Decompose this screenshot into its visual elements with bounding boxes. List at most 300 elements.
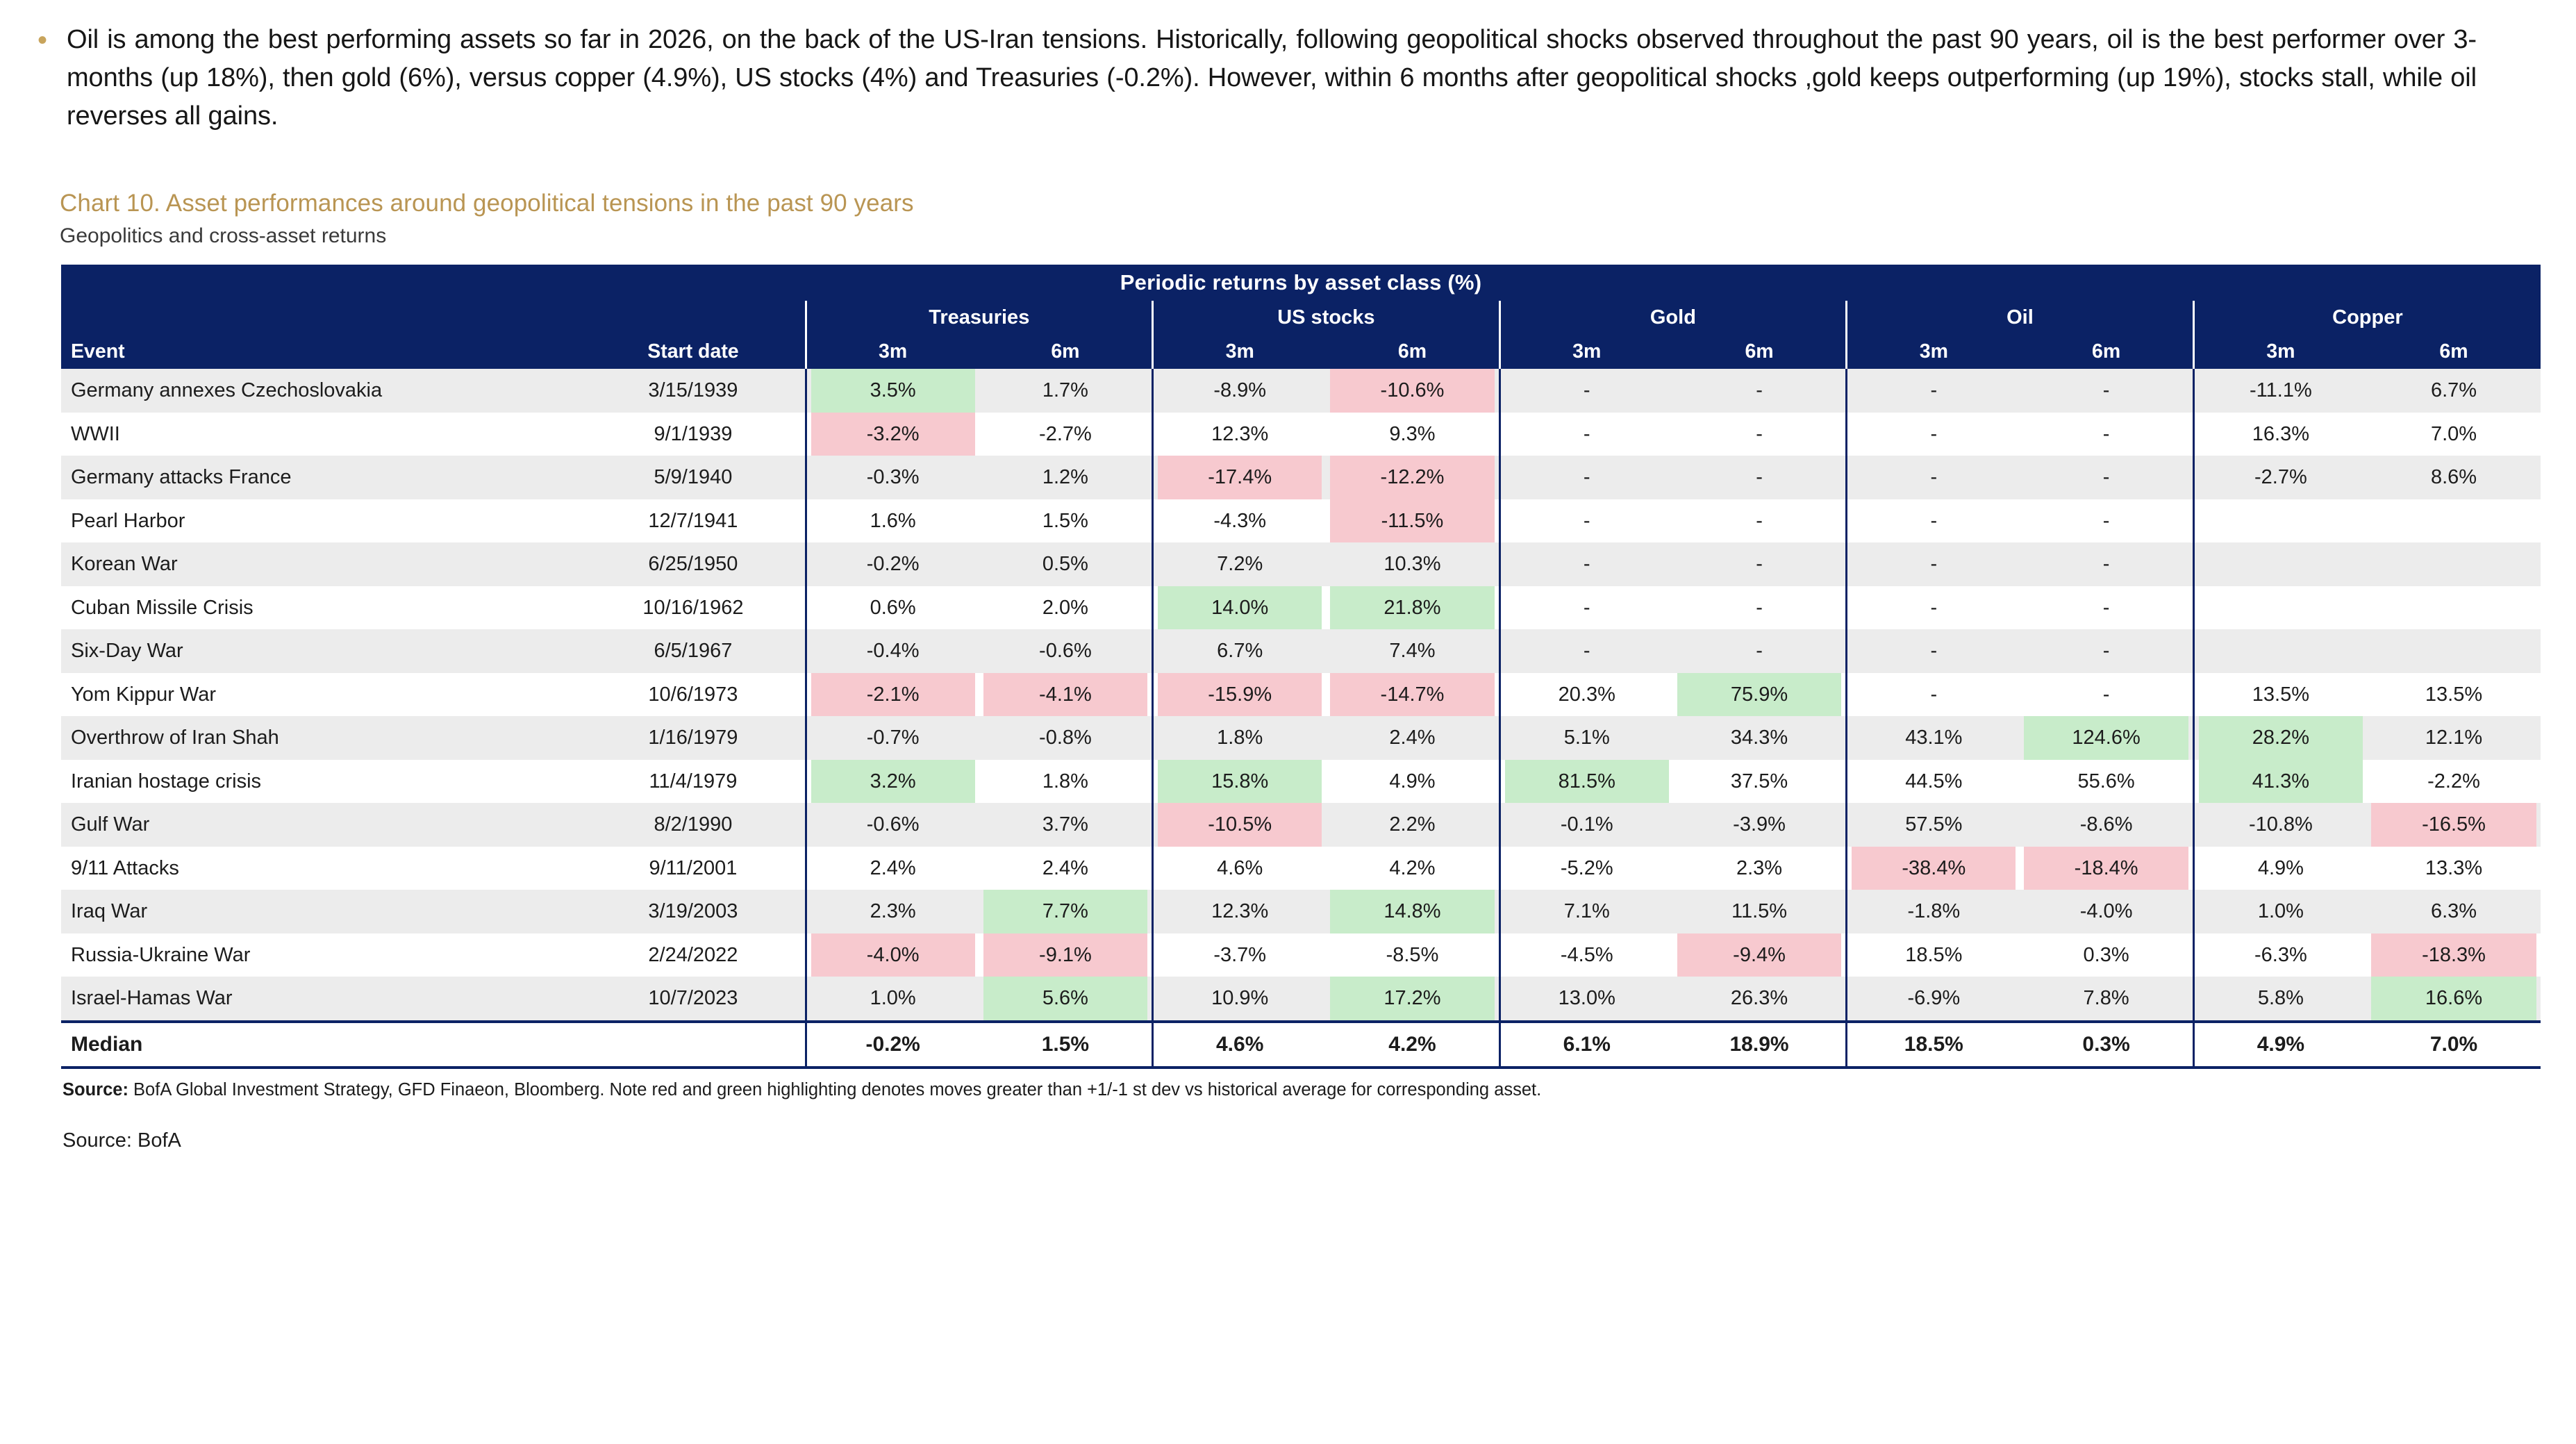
cell-start-date: 12/7/1941	[648, 509, 738, 532]
cell-value	[2193, 456, 2367, 499]
col-header-copper-3m: 3m	[2193, 334, 2367, 369]
cell-value	[1673, 629, 1847, 673]
cell-value-box	[2371, 499, 2536, 543]
cell-value-box: -	[1930, 509, 1938, 532]
sub-header-row	[61, 334, 2541, 369]
cell-value-box: -2.2%	[2427, 770, 2480, 792]
cell-value-box: 7.4%	[1389, 640, 1436, 663]
banner-title: Periodic returns by asset class (%)	[61, 265, 2541, 301]
median-value: -0.2%	[806, 1022, 979, 1068]
cell-value	[1499, 369, 1673, 413]
cell-value	[2193, 413, 2367, 456]
cell-event: Iraq War	[61, 890, 581, 933]
cell-value-box: 57.5%	[1905, 813, 1963, 836]
cell-value-box: 1.6%	[870, 509, 916, 532]
cell-value-box: 3.5%	[811, 369, 975, 413]
cell-value	[1499, 716, 1673, 760]
cell-value-box: -	[1583, 640, 1590, 663]
cell-value	[2367, 499, 2541, 543]
cell-value-box: -	[1583, 509, 1590, 532]
cell-start-date: 6/5/1967	[581, 629, 806, 673]
cell-value	[2367, 716, 2541, 760]
cell-start-date: 11/4/1979	[649, 770, 738, 792]
cell-start-date: 10/6/1973	[648, 683, 738, 706]
cell-value	[1153, 456, 1327, 499]
cell-value-box: 6.7%	[1217, 640, 1263, 663]
cell-value	[1499, 413, 1673, 456]
chart-title: Chart 10. Asset performances around geopolitical tensions in the past 90 years	[60, 190, 914, 217]
cell-value	[1673, 933, 1847, 977]
cell-value	[1847, 847, 2020, 890]
table-row	[61, 847, 2541, 890]
cell-value-box: -2.7%	[2254, 466, 2307, 489]
cell-value-box: -	[1756, 379, 1763, 402]
cell-value	[2020, 803, 2193, 847]
cell-value-box: -	[2102, 596, 2110, 619]
cell-value-box: 7.1%	[1563, 900, 1610, 923]
cell-value-box: 2.3%	[870, 900, 916, 923]
cell-value	[2367, 586, 2541, 630]
cell-value	[806, 933, 979, 977]
cell-value	[806, 803, 979, 847]
cell-value	[2193, 369, 2367, 413]
cell-value	[2367, 803, 2541, 847]
cell-value-box: -0.6%	[866, 813, 920, 836]
group-header-copper: Copper	[2193, 301, 2541, 334]
cell-value	[1326, 499, 1499, 543]
group-header-treasuries: Treasuries	[806, 301, 1153, 334]
cell-value-box: 5.6%	[983, 977, 1147, 1020]
cell-start-date: 10/16/1962	[642, 596, 744, 619]
bullet-paragraph	[38, 21, 2544, 135]
bullet-text: Oil is among the best performing assets so far in 2026, on the back of the US-Iran tensions. Historically, following geopolitical shocks observed throughout the past 90 years, oil is the best performer over 3-months (up 18%), then gold (6%), versus copper (4.9%), US stocks (4%) and Treasuries (-0.2%). However, within 6 months after geopolitical shocks ,gold keeps outperforming (up 19%), stocks stall, while oil reverses all gains.	[67, 25, 2477, 131]
cell-value-box: -	[1756, 596, 1763, 619]
cell-value	[1153, 933, 1327, 977]
cell-value	[1153, 413, 1327, 456]
cell-value	[806, 716, 979, 760]
cell-value	[2193, 629, 2367, 673]
cell-value	[1153, 977, 1327, 1022]
cell-event: WWII	[71, 422, 120, 445]
cell-event: Germany attacks France	[61, 456, 581, 499]
cell-value-box: -0.2%	[866, 553, 920, 576]
cell-value	[1847, 499, 2020, 543]
cell-value-box: 16.3%	[2252, 422, 2309, 445]
cell-value	[1673, 673, 1847, 717]
table-row	[61, 673, 2541, 717]
cell-value	[2020, 977, 2193, 1022]
cell-value	[1673, 456, 1847, 499]
cell-value	[1847, 890, 2020, 933]
cell-value	[2020, 673, 2193, 717]
cell-value	[1847, 933, 2020, 977]
chart-subtitle: Geopolitics and cross-asset returns	[60, 224, 387, 248]
cell-value-box: 4.9%	[2257, 856, 2304, 879]
cell-value	[1499, 977, 1673, 1022]
cell-start-date: 3/19/2003	[581, 890, 806, 933]
cell-value-box: -9.4%	[1677, 933, 1841, 977]
cell-value-box: 13.0%	[1558, 987, 1615, 1010]
cell-value-box: 4.2%	[1389, 856, 1436, 879]
cell-value	[1847, 629, 2020, 673]
cell-value	[1499, 586, 1673, 630]
cell-value	[2367, 673, 2541, 717]
cell-value-box: -	[1930, 422, 1938, 445]
cell-value	[1499, 456, 1673, 499]
cell-value-box: -14.7%	[1330, 673, 1494, 717]
cell-value-box: -17.4%	[1158, 456, 1322, 499]
cell-event: Pearl Harbor	[71, 509, 185, 532]
cell-value-box: -8.5%	[1386, 943, 1439, 966]
table-row	[61, 369, 2541, 413]
cell-value-box: 4.9%	[1389, 770, 1436, 792]
cell-start-date: 8/2/1990	[581, 803, 806, 847]
cell-value	[1326, 413, 1499, 456]
cell-value	[1847, 803, 2020, 847]
median-label: Median	[61, 1022, 581, 1068]
cell-value-box: 124.6%	[2024, 716, 2188, 760]
cell-start-date: 9/11/2001	[649, 856, 738, 879]
source-note-text: BofA Global Investment Strategy, GFD Finaeon, Bloomberg. Note red and green highlighting denotes moves greater than +1/-1 st dev vs historical average for corresponding asset.	[128, 1079, 1542, 1099]
col-header-start-date: Start date	[581, 334, 806, 369]
source-note-label: Source:	[63, 1079, 128, 1099]
cell-value-box: -0.4%	[866, 640, 920, 663]
table-row	[61, 933, 2541, 977]
cell-value-box: 2.4%	[1389, 727, 1436, 749]
cell-event: Korean War	[61, 542, 581, 586]
cell-value-box: 12.3%	[1211, 422, 1269, 445]
col-header-gold-3m: 3m	[1499, 334, 1673, 369]
cell-value	[1153, 629, 1327, 673]
cell-value-box: 7.2%	[1217, 553, 1263, 576]
cell-value-box: 1.0%	[870, 987, 916, 1010]
cell-value-box: -5.2%	[1560, 856, 1613, 879]
cell-value	[2020, 456, 2193, 499]
cell-value-box	[2371, 629, 2536, 673]
cell-event: 9/11 Attacks	[71, 856, 179, 879]
cell-value-box: -4.0%	[2079, 900, 2133, 923]
cell-start-date: 10/7/2023	[581, 977, 806, 1022]
cell-value	[979, 760, 1153, 804]
col-header-event: Event	[61, 334, 581, 369]
cell-value	[979, 890, 1153, 933]
cell-value-box	[2371, 586, 2536, 630]
cell-event: Gulf War	[61, 803, 581, 847]
group-header-gold: Gold	[1499, 301, 1847, 334]
cell-value	[979, 673, 1153, 717]
cell-value	[2020, 413, 2193, 456]
cell-value-box: -	[1756, 553, 1763, 576]
source-bofa: Source: BofA	[63, 1129, 181, 1152]
cell-value-box: -0.7%	[866, 727, 920, 749]
cell-value	[2367, 847, 2541, 890]
cell-value	[2367, 369, 2541, 413]
cell-value	[1499, 499, 1673, 543]
cell-value-box: 7.0%	[2430, 422, 2477, 445]
cell-value-box: -	[1756, 640, 1763, 663]
cell-value-box: 1.8%	[1042, 770, 1088, 792]
cell-value	[2367, 456, 2541, 499]
cell-value-box: -3.9%	[1733, 813, 1786, 836]
cell-value-box: -	[1583, 553, 1590, 576]
cell-value	[2193, 803, 2367, 847]
cell-value	[1673, 369, 1847, 413]
cell-event: Yom Kippur War	[71, 683, 216, 706]
cell-value-box: 14.0%	[1158, 586, 1322, 630]
cell-value-box: 41.3%	[2199, 760, 2363, 804]
cell-value	[1153, 760, 1327, 804]
bullet-marker-icon: •	[38, 25, 48, 56]
cell-value-box: -10.8%	[2248, 813, 2313, 836]
cell-value	[1326, 890, 1499, 933]
cell-value	[806, 847, 979, 890]
cell-value-box: 5.1%	[1563, 727, 1610, 749]
cell-value-box: -	[2102, 509, 2110, 532]
cell-value	[979, 456, 1153, 499]
cell-event: Six-Day War	[61, 629, 581, 673]
cell-value	[1153, 586, 1327, 630]
cell-value-box: -	[2102, 422, 2110, 445]
cell-value	[2020, 847, 2193, 890]
cell-value-box: 3.7%	[1042, 813, 1088, 836]
cell-event: Iranian hostage crisis	[71, 770, 262, 792]
cell-value	[806, 673, 979, 717]
cell-value	[2020, 629, 2193, 673]
cell-value	[2193, 847, 2367, 890]
cell-value-box: 18.5%	[1905, 943, 1963, 966]
table-row	[61, 499, 2541, 543]
cell-value-box: 15.8%	[1158, 760, 1322, 804]
median-value: 18.5%	[1847, 1022, 2020, 1068]
cell-value	[806, 760, 979, 804]
cell-value-box: 55.6%	[2077, 770, 2135, 792]
cell-value-box: 7.7%	[983, 890, 1147, 933]
source-note	[63, 1080, 2493, 1100]
cell-value-box: -	[1583, 596, 1590, 619]
cell-value-box: 1.2%	[1042, 466, 1088, 489]
cell-value-box: 2.0%	[1042, 596, 1088, 619]
cell-value-box: 8.6%	[2430, 466, 2477, 489]
cell-value-box: -18.4%	[2024, 847, 2188, 890]
cell-value	[979, 716, 1153, 760]
group-header-us-stocks: US stocks	[1153, 301, 1500, 334]
cell-value	[1153, 369, 1327, 413]
cell-value	[1153, 542, 1327, 586]
cell-value-box: 4.6%	[1217, 856, 1263, 879]
cell-value-box: -8.6%	[2079, 813, 2133, 836]
cell-value	[979, 977, 1153, 1022]
cell-value	[1847, 586, 2020, 630]
cell-value-box: 12.3%	[1211, 900, 1269, 923]
cell-value-box	[2199, 499, 2363, 543]
cell-value-box: 3.2%	[811, 760, 975, 804]
cell-value	[1326, 847, 1499, 890]
cell-value-box: 26.3%	[1730, 987, 1788, 1010]
cell-value-box: 21.8%	[1330, 586, 1494, 630]
cell-value	[2193, 890, 2367, 933]
cell-event: Cuban Missile Crisis	[71, 596, 254, 619]
cell-start-date: 2/24/2022	[648, 943, 738, 966]
cell-value-box: -	[1930, 640, 1938, 663]
cell-value	[1326, 586, 1499, 630]
cell-value	[806, 456, 979, 499]
col-header-usstocks-6m: 6m	[1326, 334, 1499, 369]
cell-value	[1326, 369, 1499, 413]
cell-value	[979, 542, 1153, 586]
cell-value	[979, 369, 1153, 413]
cell-value-box: 6.7%	[2430, 379, 2477, 402]
cell-value	[1847, 542, 2020, 586]
col-header-usstocks-3m: 3m	[1153, 334, 1327, 369]
cell-value	[1326, 716, 1499, 760]
cell-value-box: -	[1930, 379, 1938, 402]
median-value: 18.9%	[1673, 1022, 1847, 1068]
cell-value	[2193, 542, 2367, 586]
cell-value	[806, 413, 979, 456]
table-row	[61, 890, 2541, 933]
cell-value-box: 0.3%	[2083, 943, 2129, 966]
cell-value	[1847, 673, 2020, 717]
cell-value	[806, 977, 979, 1022]
cell-value	[2367, 933, 2541, 977]
cell-value-box: 2.4%	[870, 856, 916, 879]
cell-value-box: 75.9%	[1677, 673, 1841, 717]
table-row	[61, 760, 2541, 804]
cell-value-box: -	[1930, 596, 1938, 619]
table-row	[61, 413, 2541, 456]
cell-event: Russia-Ukraine War	[71, 943, 251, 966]
cell-value	[979, 803, 1153, 847]
cell-value	[1326, 456, 1499, 499]
cell-start-date: 9/1/1939	[654, 422, 733, 445]
cell-value-box: 16.6%	[2371, 977, 2536, 1020]
median-date	[581, 1022, 806, 1068]
cell-value-box	[2199, 629, 2363, 673]
cell-value-box: -4.5%	[1560, 943, 1613, 966]
median-value: 4.9%	[2193, 1022, 2367, 1068]
cell-value-box: -	[1583, 466, 1590, 489]
cell-value	[1673, 716, 1847, 760]
cell-value-box	[2199, 542, 2363, 586]
cell-value-box: 44.5%	[1905, 770, 1963, 792]
cell-value	[2193, 760, 2367, 804]
cell-value	[2193, 716, 2367, 760]
cell-value	[1326, 803, 1499, 847]
median-value: 7.0%	[2367, 1022, 2541, 1068]
cell-event: Germany annexes Czechoslovakia	[61, 369, 581, 413]
cell-value-box: -0.8%	[1039, 727, 1092, 749]
cell-value	[1673, 847, 1847, 890]
col-header-oil-6m: 6m	[2020, 334, 2193, 369]
cell-value-box: -8.9%	[1213, 379, 1267, 402]
cell-value-box: 13.5%	[2425, 683, 2483, 706]
cell-value	[1673, 413, 1847, 456]
cell-value	[1326, 673, 1499, 717]
median-value: 4.2%	[1326, 1022, 1499, 1068]
cell-value	[1499, 542, 1673, 586]
cell-value	[979, 847, 1153, 890]
cell-value	[2367, 977, 2541, 1022]
cell-value-box: -	[1756, 422, 1763, 445]
cell-value-box: 10.9%	[1211, 987, 1269, 1010]
cell-value	[2020, 760, 2193, 804]
cell-value-box: -11.5%	[1330, 499, 1494, 543]
cell-value	[1153, 847, 1327, 890]
cell-value-box: 37.5%	[1730, 770, 1788, 792]
cell-value	[806, 542, 979, 586]
cell-value	[806, 499, 979, 543]
table-row	[61, 542, 2541, 586]
cell-value-box: 43.1%	[1905, 727, 1963, 749]
cell-start-date: 1/16/1979	[581, 716, 806, 760]
table-row	[61, 456, 2541, 499]
cell-value-box: -9.1%	[983, 933, 1147, 977]
cell-value	[1499, 629, 1673, 673]
cell-value	[1673, 542, 1847, 586]
cell-value-box: -	[1756, 466, 1763, 489]
median-value: 1.5%	[979, 1022, 1153, 1068]
cell-value-box: -0.6%	[1039, 640, 1092, 663]
cell-value	[1847, 369, 2020, 413]
cell-value	[2367, 542, 2541, 586]
cell-value	[1673, 760, 1847, 804]
cell-value	[1499, 847, 1673, 890]
cell-value	[1326, 977, 1499, 1022]
col-header-copper-6m: 6m	[2367, 334, 2541, 369]
cell-value	[979, 413, 1153, 456]
cell-value-box: 6.3%	[2430, 900, 2477, 923]
cell-value	[806, 629, 979, 673]
cell-value	[979, 629, 1153, 673]
cell-value-box: -1.8%	[1907, 900, 1961, 923]
cell-value	[1673, 586, 1847, 630]
cell-value	[1847, 456, 2020, 499]
cell-value-box: 5.8%	[2257, 987, 2304, 1010]
cell-value-box: -38.4%	[1852, 847, 2016, 890]
cell-value	[1326, 629, 1499, 673]
cell-value-box: 0.6%	[870, 596, 916, 619]
cell-value-box: 1.7%	[1042, 379, 1088, 402]
cell-value-box: 12.1%	[2425, 727, 2483, 749]
cell-value-box: -10.5%	[1158, 803, 1322, 847]
cell-value-box: 1.0%	[2257, 900, 2304, 923]
cell-value-box: -	[1756, 509, 1763, 532]
cell-value	[1326, 542, 1499, 586]
cell-value	[2367, 890, 2541, 933]
cell-value	[2367, 413, 2541, 456]
banner-row	[61, 265, 2541, 301]
cell-value	[1673, 890, 1847, 933]
table-row	[61, 586, 2541, 630]
cell-value	[1326, 760, 1499, 804]
col-header-gold-6m: 6m	[1673, 334, 1847, 369]
cell-start-date: 6/25/1950	[581, 542, 806, 586]
cell-value	[2020, 890, 2193, 933]
cell-value-box: 2.2%	[1389, 813, 1436, 836]
table-row	[61, 716, 2541, 760]
cell-start-date: 3/15/1939	[581, 369, 806, 413]
cell-value-box: -4.3%	[1213, 509, 1267, 532]
cell-value	[979, 586, 1153, 630]
cell-value	[1153, 803, 1327, 847]
performance-table	[61, 265, 2541, 1069]
cell-value-box: -0.1%	[1560, 813, 1613, 836]
cell-value-box: -	[1583, 422, 1590, 445]
cell-value	[2193, 977, 2367, 1022]
cell-value	[2020, 499, 2193, 543]
cell-value-box: -3.7%	[1213, 943, 1267, 966]
cell-value	[1499, 890, 1673, 933]
